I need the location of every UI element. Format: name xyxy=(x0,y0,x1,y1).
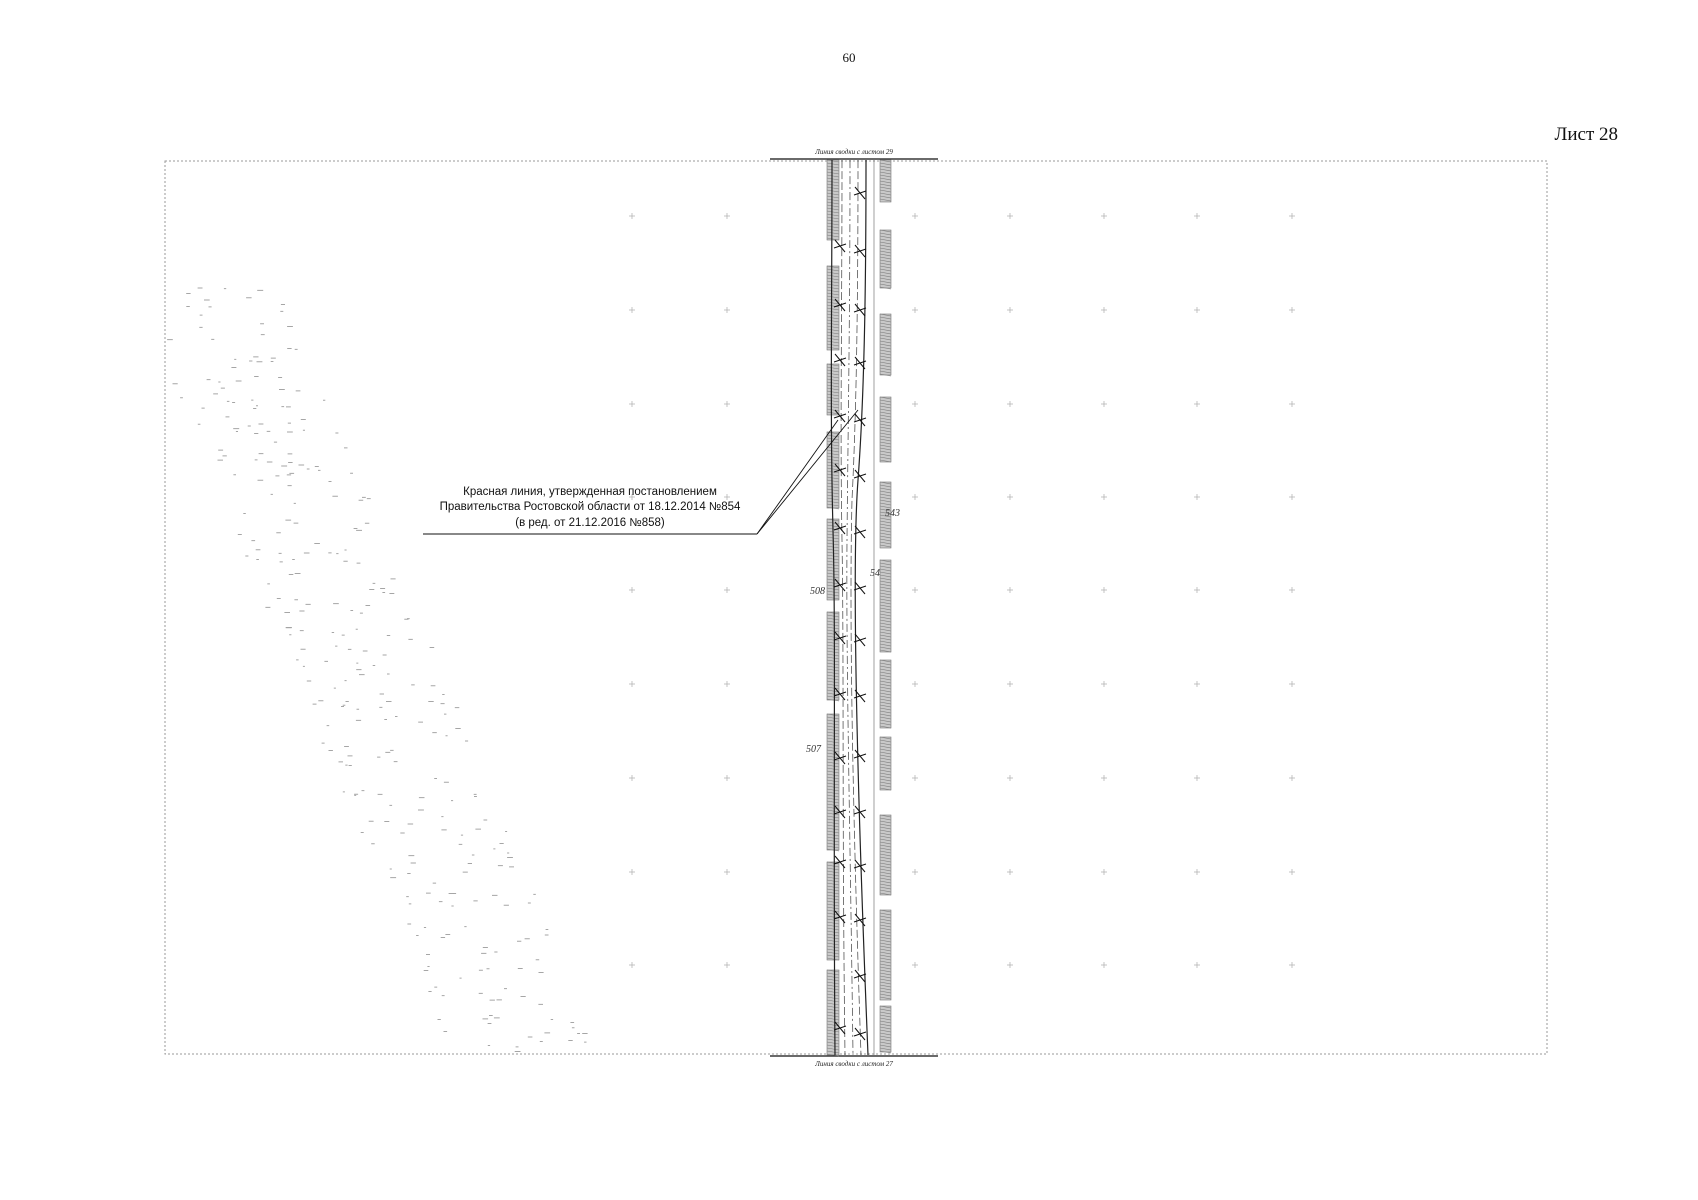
grid-cross xyxy=(912,494,918,500)
grid-cross xyxy=(724,681,730,687)
grid-cross xyxy=(1101,213,1107,219)
hatched-block xyxy=(827,862,839,960)
tick-mark xyxy=(854,414,866,426)
grid-cross xyxy=(1289,869,1295,875)
grid-cross xyxy=(1194,213,1200,219)
grid-cross xyxy=(1289,401,1295,407)
grid-cross xyxy=(912,307,918,313)
grid-cross xyxy=(629,962,635,968)
callout-line-1: Красная линия, утвержденная постановлением xyxy=(463,486,717,498)
grid-cross xyxy=(1101,869,1107,875)
hatched-strip-left xyxy=(827,160,839,1056)
parcel-label-508: 508 xyxy=(810,586,825,597)
grid-cross xyxy=(912,681,918,687)
grid-cross xyxy=(629,587,635,593)
hatched-block xyxy=(880,910,891,1000)
grid-cross xyxy=(1194,587,1200,593)
grid-cross xyxy=(1289,213,1295,219)
grid-cross xyxy=(724,401,730,407)
grid-cross xyxy=(1007,775,1013,781)
hatched-block xyxy=(880,560,891,652)
grid-cross xyxy=(629,401,635,407)
hatched-block xyxy=(827,364,839,415)
grid-cross xyxy=(1194,494,1200,500)
hatched-strip-right xyxy=(880,160,891,1053)
grid-cross xyxy=(1101,681,1107,687)
grid-cross xyxy=(1007,213,1013,219)
hatched-block xyxy=(880,1006,891,1053)
road-edge-3 xyxy=(851,160,861,1055)
sheet-label: Лист 28 xyxy=(1554,124,1618,145)
tick-mark xyxy=(854,245,866,257)
grid-cross xyxy=(1289,775,1295,781)
grid-cross xyxy=(629,869,635,875)
callout-line-3: (в ред. от 21.12.2016 №858) xyxy=(515,517,665,529)
grid-cross xyxy=(912,869,918,875)
grid-cross xyxy=(1194,962,1200,968)
grid-cross xyxy=(1194,869,1200,875)
grid-cross xyxy=(1289,494,1295,500)
grid-cross xyxy=(724,213,730,219)
grid-cross xyxy=(1007,587,1013,593)
callout-leader-1 xyxy=(757,420,838,534)
grid-cross xyxy=(1007,869,1013,875)
hatched-block xyxy=(880,314,891,376)
grid-cross xyxy=(1101,401,1107,407)
page-number: 60 xyxy=(842,50,856,65)
grid-cross xyxy=(724,962,730,968)
grid-cross xyxy=(629,213,635,219)
grid-cross xyxy=(1007,681,1013,687)
grid-cross xyxy=(1101,307,1107,313)
hatched-block xyxy=(827,612,839,701)
hatched-block xyxy=(827,714,839,851)
grid-cross xyxy=(1101,494,1107,500)
hatched-block xyxy=(880,160,891,202)
grid-cross xyxy=(1194,775,1200,781)
tick-mark xyxy=(854,860,866,872)
red-line-callout xyxy=(423,410,858,534)
map-frame xyxy=(165,161,1547,1054)
grid-cross xyxy=(1007,307,1013,313)
hatched-block xyxy=(880,815,891,895)
grid-cross xyxy=(1289,307,1295,313)
grid-cross xyxy=(629,681,635,687)
road-corridor xyxy=(827,160,891,1056)
hatched-block xyxy=(880,660,891,728)
hatched-block xyxy=(880,397,891,462)
grid-cross xyxy=(912,962,918,968)
grid-cross xyxy=(1101,962,1107,968)
parcel-label-543: 543 xyxy=(885,508,900,519)
match-line-bottom-label: Линия сводки с листом 27 xyxy=(815,1060,893,1068)
grid-cross xyxy=(724,587,730,593)
grid-cross xyxy=(1194,307,1200,313)
grid-cross xyxy=(1007,401,1013,407)
grid-cross xyxy=(629,307,635,313)
tick-mark xyxy=(854,187,866,199)
hatched-block xyxy=(880,737,891,790)
grid-cross xyxy=(629,775,635,781)
tick-mark xyxy=(854,750,866,762)
grid-cross xyxy=(724,494,730,500)
grid-cross xyxy=(1194,681,1200,687)
grid-cross xyxy=(912,401,918,407)
grid-cross xyxy=(1194,401,1200,407)
callout-leader-2 xyxy=(757,410,858,534)
grid-cross xyxy=(912,775,918,781)
grid-cross xyxy=(1007,962,1013,968)
grid-cross xyxy=(724,775,730,781)
grid-cross xyxy=(912,213,918,219)
hatched-block xyxy=(827,160,839,240)
grid-cross xyxy=(912,587,918,593)
grid-cross xyxy=(1101,775,1107,781)
callout-line-2: Правительства Ростовской области от 18.12.2014 №854 xyxy=(439,501,741,513)
tick-mark xyxy=(834,240,846,252)
parcel-label-507: 507 xyxy=(806,744,821,755)
grid-cross xyxy=(1289,587,1295,593)
parcel-label-54: 54 xyxy=(870,568,880,579)
grid-cross xyxy=(724,307,730,313)
grid-cross xyxy=(1289,681,1295,687)
match-line-top-label: Линия сводки с листом 29 xyxy=(815,148,893,156)
grid-crosses xyxy=(629,213,1295,968)
tick-mark xyxy=(854,914,866,926)
tick-mark xyxy=(854,470,866,482)
hatched-block xyxy=(827,266,839,350)
hatched-block xyxy=(880,230,891,289)
grid-cross xyxy=(1101,587,1107,593)
hatched-block xyxy=(827,970,839,1056)
grid-cross xyxy=(724,869,730,875)
survey-marks xyxy=(167,288,587,1052)
road-edge-2 xyxy=(847,160,853,1055)
grid-cross xyxy=(1007,494,1013,500)
grid-cross xyxy=(1289,962,1295,968)
